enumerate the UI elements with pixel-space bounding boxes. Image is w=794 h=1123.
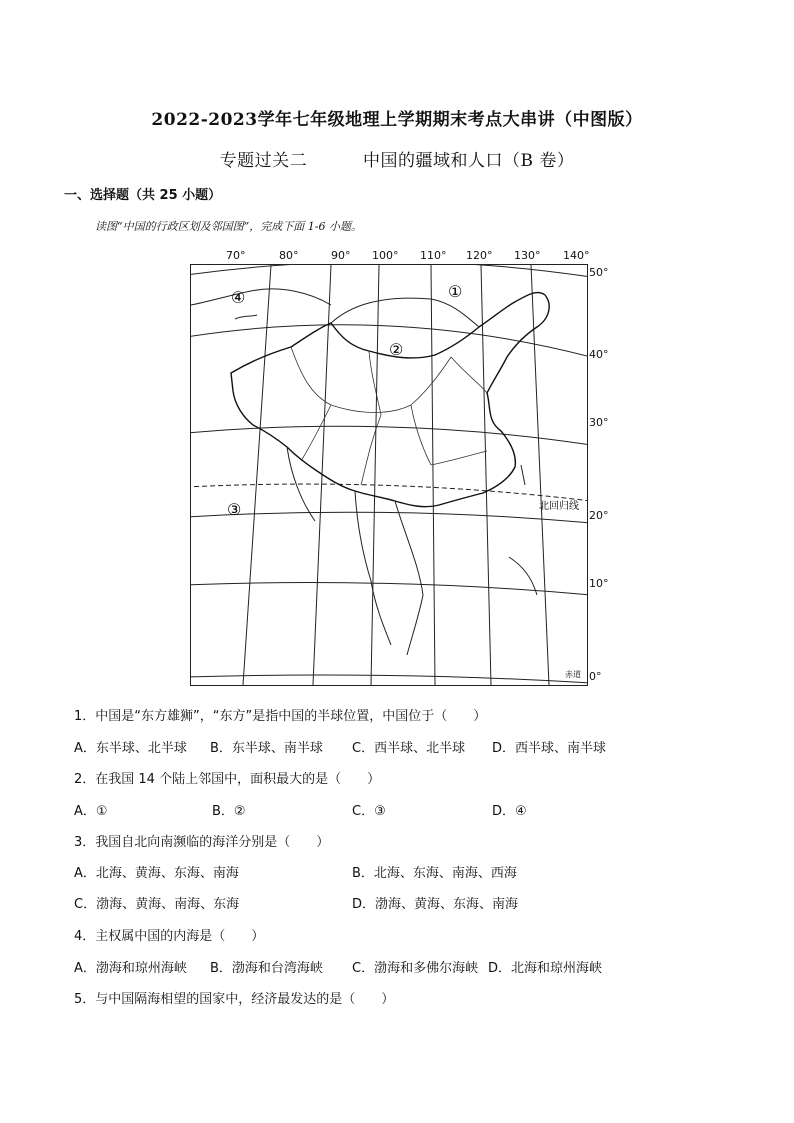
intro-text: 读图“中国的行政区划及邻国图”，完成下面 1-6 小题。 — [95, 220, 362, 233]
russia-border — [191, 289, 331, 305]
question-2-stem: 2．在我国 14 个陆上邻国中，面积最大的是（ ） — [74, 772, 381, 787]
question-4-option-b: B．渤海和台湾海峡 — [210, 961, 323, 976]
province-border — [411, 357, 451, 405]
latitude-line — [191, 265, 587, 277]
lon-label: 130° — [514, 249, 541, 262]
lat-label: 30° — [589, 416, 609, 429]
marker-2: ② — [389, 340, 404, 359]
question-1-option-b: B．东半球、南半球 — [210, 741, 323, 756]
question-3-option-b: B．北海、东海、南海、西海 — [352, 866, 517, 881]
lon-label: 120° — [466, 249, 493, 262]
question-3-option-c: C．渤海、黄海、南海、东海 — [74, 897, 240, 912]
tropic-of-cancer-line — [191, 484, 587, 501]
longitude-line — [481, 265, 491, 685]
question-1-option-d: D．西半球、南半球 — [492, 741, 607, 756]
document-subtitle — [0, 146, 794, 171]
question-1-option-c: C．西半球、北半球 — [352, 741, 466, 756]
question-2-option-b: B．② — [212, 804, 246, 819]
question-2-option-c: C．③ — [352, 804, 386, 819]
question-4-option-c: C．渤海和多佛尔海峡 — [352, 961, 479, 976]
province-border — [369, 351, 381, 415]
lat-label: 40° — [589, 348, 609, 361]
latitude-line — [191, 512, 587, 523]
question-5-stem: 5．与中国隔海相望的国家中，经济最发达的是（ ） — [74, 992, 395, 1007]
lon-label: 110° — [420, 249, 447, 262]
lon-label: 90° — [331, 249, 351, 262]
subtitle-name: 中国的疆域和人口（B 卷） — [362, 151, 575, 171]
lon-label: 100° — [372, 249, 399, 262]
question-2-option-d: D．④ — [492, 804, 527, 819]
question-4-stem: 4．主权属中国的内海是（ ） — [74, 929, 265, 944]
question-4-option-a: A．渤海和琼州海峡 — [74, 961, 187, 976]
taiwan-coast — [521, 465, 525, 485]
lon-label: 70° — [226, 249, 246, 262]
marker-4: ④ — [231, 288, 246, 307]
mongolia-border — [331, 298, 479, 327]
longitude-line — [371, 265, 379, 685]
section-heading: 一、选择题（共 25 小题） — [64, 188, 222, 203]
latitude-line — [191, 583, 587, 595]
question-3-option-a: A．北海、黄海、东海、南海 — [74, 866, 239, 881]
latitude-line — [191, 675, 587, 683]
lake-outline — [235, 315, 257, 319]
question-3-stem: 3．我国自北向南濒临的海洋分别是（ ） — [74, 835, 330, 850]
longitude-line — [431, 265, 435, 685]
china-admin-map — [190, 264, 588, 686]
lat-label: 50° — [589, 266, 609, 279]
question-2-option-a: A．① — [74, 804, 108, 819]
province-border — [451, 357, 487, 393]
marker-1: ① — [448, 282, 463, 301]
question-1-stem: 1．中国是“东方雄狮”，“东方”是指中国的半球位置，中国位于（ ） — [74, 709, 487, 724]
lon-label: 140° — [563, 249, 590, 262]
question-1-option-a: A．东半球、北半球 — [74, 741, 187, 756]
lat-label: 20° — [589, 509, 609, 522]
lat-label: 10° — [589, 577, 609, 590]
province-border — [301, 405, 331, 461]
question-3-option-d: D．渤海、黄海、东海、南海 — [352, 897, 519, 912]
province-border — [361, 415, 381, 485]
china-outline — [231, 293, 549, 507]
province-border — [411, 405, 431, 465]
map-drawing — [191, 265, 587, 685]
document-title: 2022-2023学年七年级地理上学期期末考点大串讲（中图版） — [151, 110, 643, 130]
question-4-option-d: D．北海和琼州海峡 — [488, 961, 603, 976]
latitude-line — [191, 426, 587, 445]
lat-label: 0° — [589, 670, 602, 683]
lon-label: 80° — [279, 249, 299, 262]
subtitle-topic: 专题过关二 — [219, 151, 308, 171]
tropic-label: 北回归线 — [539, 501, 579, 512]
corner-label: 赤道 — [565, 670, 581, 679]
peninsula-coast — [395, 501, 423, 655]
province-border — [331, 405, 411, 413]
marker-3: ③ — [227, 500, 242, 519]
longitude-line — [531, 265, 549, 685]
province-border — [431, 451, 487, 465]
